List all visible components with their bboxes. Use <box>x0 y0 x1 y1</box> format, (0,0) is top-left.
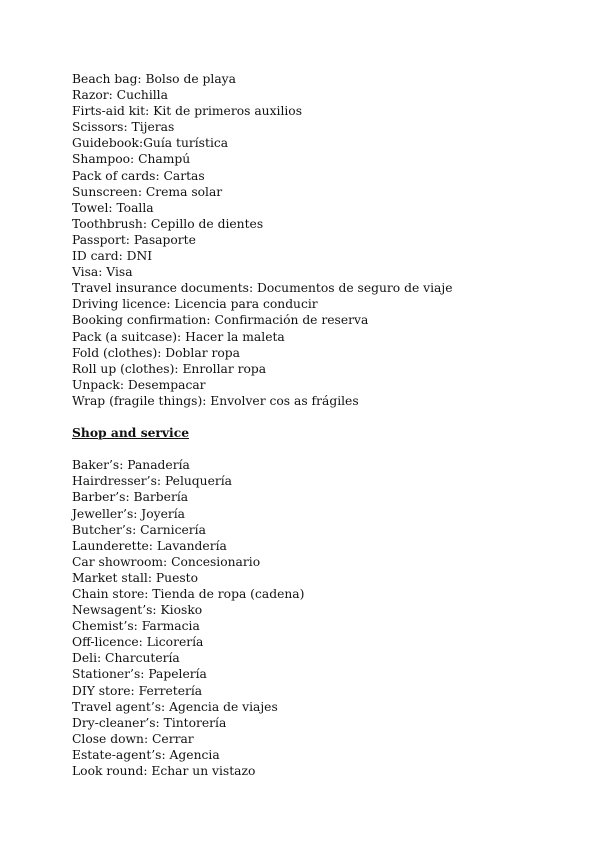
travel-vocab-list <box>72 71 572 409</box>
vocab-entry: Pack (a suitcase): Hacer la maleta <box>72 329 285 344</box>
blank-line <box>72 441 572 457</box>
vocab-entry: Booking confirmation: Confirmación de reserva <box>72 313 369 328</box>
vocab-entry: Pack of cards: Cartas <box>72 168 205 183</box>
vocab-entry: Firts-aid kit: Kit de primeros auxilios <box>72 104 303 119</box>
vocab-entry: DIY store: Ferretería <box>72 683 203 698</box>
vocabulary-text <box>72 71 572 779</box>
vocab-entry: Fold (clothes): Doblar ropa <box>72 345 240 360</box>
vocab-entry: Unpack: Desempacar <box>72 377 206 392</box>
vocab-entry: Visa: Visa <box>72 265 133 280</box>
vocab-entry: Barber’s: Barbería <box>72 490 189 505</box>
vocab-entry: Newsagent’s: Kiosko <box>72 603 203 618</box>
vocab-entry: Market stall: Puesto <box>72 570 199 585</box>
vocab-entry: Chemist’s: Farmacia <box>72 619 200 634</box>
vocab-entry: Travel insurance documents: Documentos de seguro de viaje <box>72 281 453 296</box>
vocab-entry: Jeweller’s: Joyería <box>72 506 186 521</box>
vocab-entry: Razor: Cuchilla <box>72 88 168 103</box>
vocab-entry: Shampoo: Champú <box>72 152 191 167</box>
vocab-entry: Look round: Echar un vistazo <box>72 764 256 779</box>
vocab-entry: Stationer’s: Papelería <box>72 667 207 682</box>
vocab-entry: Baker’s: Panadería <box>72 458 190 473</box>
vocab-entry: Driving licence: Licencia para conducir <box>72 297 318 312</box>
vocab-entry: Towel: Toalla <box>72 200 154 215</box>
vocab-entry: Close down: Cerrar <box>72 731 194 746</box>
shop-vocab-list <box>72 457 572 779</box>
vocab-entry: Passport: Pasaporte <box>72 232 196 247</box>
vocab-entry: Car showroom: Concesionario <box>72 554 261 569</box>
blank-line <box>72 409 572 425</box>
section-heading-shop: Shop and service <box>72 425 190 441</box>
vocab-entry: Butcher’s: Carnicería <box>72 522 206 537</box>
vocab-entry: Toothbrush: Cepillo de dientes <box>72 216 264 231</box>
vocab-entry: Guidebook:Guía turística <box>72 136 229 151</box>
vocab-entry: Travel agent’s: Agencia de viajes <box>72 699 278 714</box>
vocab-entry: Roll up (clothes): Enrollar ropa <box>72 361 267 376</box>
vocab-entry: Scissors: Tijeras <box>72 120 175 135</box>
vocab-entry: Deli: Charcutería <box>72 651 180 666</box>
vocab-entry: Estate-agent’s: Agencia <box>72 747 220 762</box>
vocab-entry: Chain store: Tienda de ropa (cadena) <box>72 587 305 601</box>
vocab-entry: Wrap (fragile things): Envolver cos as frágiles <box>72 393 359 408</box>
vocab-entry: Sunscreen: Crema solar <box>72 184 223 199</box>
vocab-entry: ID card: DNI <box>72 249 153 264</box>
vocab-entry: Dry-cleaner’s: Tintorería <box>72 715 227 730</box>
vocab-entry: Beach bag: Bolso de playa <box>72 72 236 86</box>
vocab-entry: Hairdresser’s: Peluquería <box>72 474 233 489</box>
vocab-entry: Off-licence: Licorería <box>72 635 204 650</box>
vocab-entry: Launderette: Lavandería <box>72 538 227 553</box>
